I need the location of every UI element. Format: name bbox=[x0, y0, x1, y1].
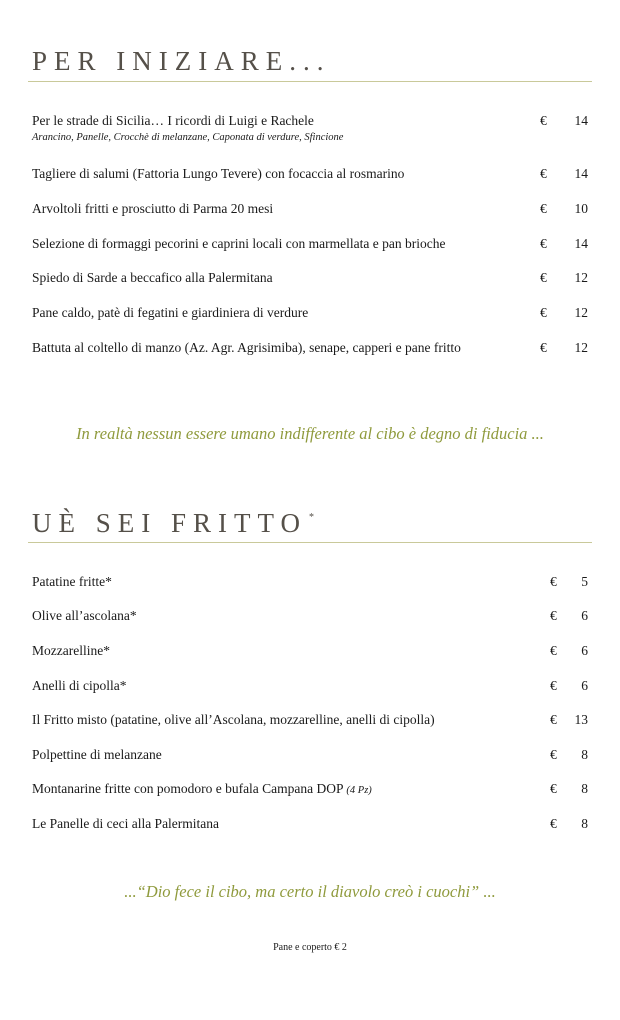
menu-item-price: 12 bbox=[574, 340, 588, 355]
menu-item-price: 6 bbox=[581, 678, 588, 693]
menu-item bbox=[32, 166, 588, 182]
menu-item-currency: € bbox=[550, 643, 557, 658]
menu-item-name-text: Selezione di formaggi pecorini e caprini locali con marmellata e pan brioche bbox=[32, 236, 446, 251]
menu-item-name-text: Pane caldo, patè di fegatini e giardiniera di verdure bbox=[32, 305, 309, 320]
menu-item-name-text: Le Panelle di ceci alla Palermitana bbox=[32, 816, 220, 831]
quote-diavolo: ...“Dio fece il cibo, ma certo il diavolo creò i cuochi” ... bbox=[124, 882, 496, 901]
menu-item-name-text: Montanarine fritte con pomodoro e bufala Campana DOP bbox=[32, 781, 344, 796]
menu-item-name bbox=[32, 574, 588, 590]
menu-item-name bbox=[32, 340, 588, 356]
menu-item-description: Arancino, Panelle, Crocchè di melanzane, Caponata di verdure, Sfincione bbox=[32, 132, 344, 143]
menu-item-price: 10 bbox=[574, 201, 588, 216]
menu-item-currency: € bbox=[540, 113, 547, 128]
menu-item-name bbox=[32, 201, 588, 217]
menu-item-name bbox=[32, 712, 588, 728]
menu-item-price: 8 bbox=[581, 816, 588, 831]
menu-item bbox=[32, 574, 588, 590]
menu-item bbox=[32, 305, 588, 321]
menu-item bbox=[32, 781, 588, 799]
menu-item-currency: € bbox=[540, 340, 547, 355]
menu-item-price: 6 bbox=[581, 608, 588, 623]
section-divider bbox=[28, 81, 592, 82]
menu-item-name bbox=[32, 608, 588, 624]
menu-item-name bbox=[32, 678, 588, 694]
menu-item-name bbox=[32, 305, 588, 321]
menu-item-price: 12 bbox=[574, 305, 588, 320]
menu-item-price: 6 bbox=[581, 643, 588, 658]
menu-item-currency: € bbox=[550, 678, 557, 693]
menu-item-name bbox=[32, 747, 588, 763]
menu-item-currency: € bbox=[540, 305, 547, 320]
menu-item-price: 13 bbox=[574, 712, 588, 727]
menu-item-currency: € bbox=[540, 166, 547, 181]
menu-item-name-text: Arvoltoli fritti e prosciutto di Parma 20 mesi bbox=[32, 201, 274, 216]
menu-item bbox=[32, 270, 588, 286]
section-title-text: UÈ SEI FRITTO bbox=[32, 508, 308, 538]
menu-item-currency: € bbox=[550, 712, 557, 727]
menu-item-price: 14 bbox=[574, 236, 588, 251]
menu-item-name-text: Per le strade di Sicilia… I ricordi di Luigi e Rachele bbox=[32, 113, 314, 128]
menu-item-currency: € bbox=[550, 574, 557, 589]
menu-item-name bbox=[32, 270, 588, 286]
menu-item bbox=[32, 678, 588, 694]
menu-item-price: 14 bbox=[574, 166, 588, 181]
menu-item-currency: € bbox=[550, 608, 557, 623]
menu-item-name bbox=[32, 113, 588, 129]
menu-item bbox=[32, 340, 588, 356]
menu-item bbox=[32, 747, 588, 763]
menu-item-name-text: Spiedo di Sarde a beccafico alla Palermitana bbox=[32, 270, 273, 285]
menu-item-currency: € bbox=[550, 816, 557, 831]
menu-item-currency: € bbox=[540, 236, 547, 251]
section-title-ue-sei-fritto bbox=[32, 508, 314, 539]
menu-item-name-text: Olive all’ascolana* bbox=[32, 608, 137, 623]
menu-item-name-text: Il Fritto misto (patatine, olive all’Ascolana, mozzarelline, anelli di cipolla) bbox=[32, 712, 435, 727]
menu-item bbox=[32, 712, 588, 728]
menu-item-name bbox=[32, 781, 588, 799]
menu-item bbox=[32, 643, 588, 659]
menu-item bbox=[32, 201, 588, 217]
menu-item-name-text: Battuta al coltello di manzo (Az. Agr. Agrisimiba), senape, capperi e pane fritto bbox=[32, 340, 461, 355]
menu-item-name-text: Patatine fritte* bbox=[32, 574, 112, 589]
menu-item-name-text: Mozzarelline* bbox=[32, 643, 110, 658]
menu-item-name-text: Tagliere di salumi (Fattoria Lungo Tevere) con focaccia al rosmarino bbox=[32, 166, 405, 181]
section-title-per-iniziare: PER INIZIARE... bbox=[32, 46, 331, 76]
menu-item bbox=[32, 236, 588, 252]
menu-item-price: 14 bbox=[574, 113, 588, 128]
menu-item-name bbox=[32, 643, 588, 659]
menu-item-name bbox=[32, 816, 588, 832]
menu-item-price: 5 bbox=[581, 574, 588, 589]
menu-item bbox=[32, 816, 588, 832]
section-divider bbox=[28, 542, 592, 543]
menu-item bbox=[32, 608, 588, 624]
pane-e-coperto: Pane e coperto € 2 bbox=[273, 942, 347, 953]
menu-item bbox=[32, 113, 588, 144]
menu-item-currency: € bbox=[550, 747, 557, 762]
menu-item-price: 8 bbox=[581, 781, 588, 796]
menu-item-currency: € bbox=[540, 270, 547, 285]
menu-item-currency: € bbox=[540, 201, 547, 216]
menu-item-currency: € bbox=[550, 781, 557, 796]
menu-item-name-text: Anelli di cipolla* bbox=[32, 678, 127, 693]
menu-item-name-text: Polpettine di melanzane bbox=[32, 747, 162, 762]
quote-fiducia: In realtà nessun essere umano indifferente al cibo è degno di fiducia ... bbox=[76, 424, 544, 443]
menu-item-name bbox=[32, 236, 588, 252]
menu-item-note: (4 Pz) bbox=[346, 785, 372, 796]
menu-item-price: 12 bbox=[574, 270, 588, 285]
asterisk-mark: * bbox=[309, 512, 315, 523]
menu-item-price: 8 bbox=[581, 747, 588, 762]
menu-item-name bbox=[32, 166, 588, 182]
